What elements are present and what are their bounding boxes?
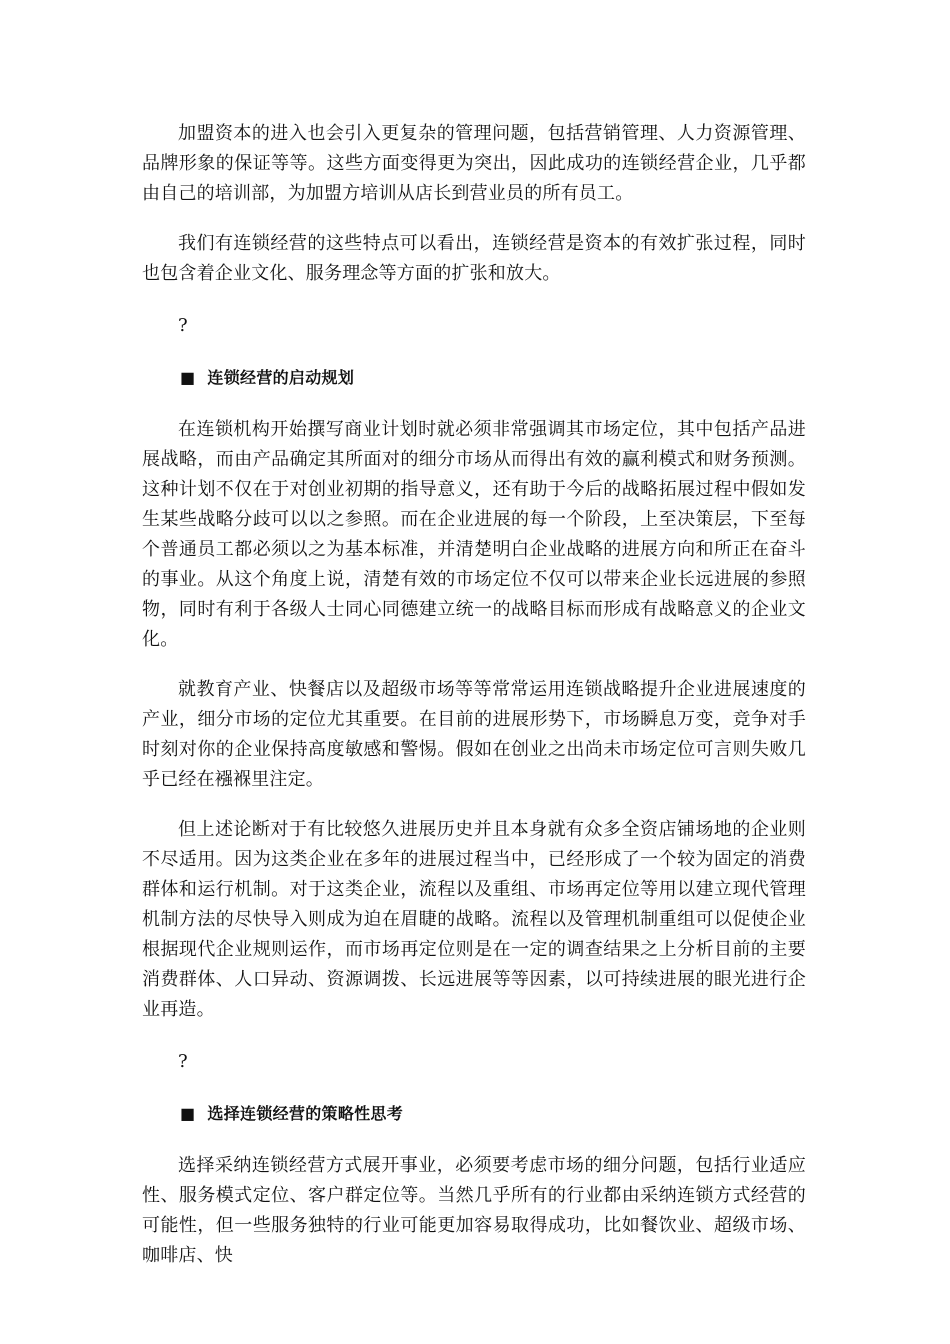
paragraph-franchise-capital: 加盟资本的进入也会引入更复杂的管理问题，包括营销管理、人力资源管理、品牌形象的保证等等。这些方面变得更为突出，因此成功的连锁经营企业，几乎都由自己的培训部，为加盟方培训从店长到营业员的所有员工。 <box>142 123 806 204</box>
section-title: 连锁经营的启动规划 <box>207 368 355 387</box>
placeholder-mark: ? <box>178 315 188 336</box>
paragraph-chain-selection: 选择采纳连锁经营方式展开事业，必须要考虑市场的细分问题，包括行业适应性、服务模式定位、客户群定位等。当然几乎所有的行业都由采纳连锁方式经营的可能性，但一些服务独特的行业可能更加容易取得成功，比如餐饮业、超级市场、咖啡店、快 <box>142 1155 806 1266</box>
document-body <box>142 119 806 1271</box>
section-heading-startup-planning <box>142 363 806 393</box>
paragraph-chain-characteristics: 我们有连锁经营的这些特点可以看出，连锁经营是资本的有效扩张过程，同时也包含着企业文化、服务理念等方面的扩张和放大。 <box>142 233 806 284</box>
square-bullet-icon: ■ <box>180 1104 196 1123</box>
paragraph-market-positioning: 在连锁机构开始撰写商业计划时就必须非常强调其市场定位，其中包括产品进展战略，而由产品确定其所面对的细分市场从而得出有效的赢利模式和财务预测。这种计划不仅在于对创业初期的指导意义，还有助于今后的战略拓展过程中假如发生某些战略分歧可以以之参照。而在企业进展的每一个阶段，上至决策层，下至每个普通员工都必须以之为基本标准，并清楚明白企业战略的进展方向和所正在奋斗的事业。从这个角度上说，清楚有效的市场定位不仅可以带来企业长远进展的参照物，同时有利于各级人士同心同德建立统一的战略目标而形成有战略意义的企业文化。 <box>142 419 806 650</box>
square-bullet-icon: ■ <box>180 368 196 387</box>
section-title: 选择连锁经营的策略性思考 <box>207 1104 404 1123</box>
section-heading-strategic-thinking <box>142 1099 806 1129</box>
paragraph-market-segmentation: 就教育产业、快餐店以及超级市场等等常常运用连锁战略提升企业进展速度的产业，细分市场的定位尤其重要。在目前的进展形势下，市场瞬息万变，竞争对手时刻对你的企业保持高度敏感和警惕。假如在创业之出尚未市场定位可言则失败几乎已经在襁褓里注定。 <box>142 679 806 790</box>
placeholder-mark: ? <box>178 1051 188 1072</box>
paragraph-established-enterprises: 但上述论断对于有比较悠久进展历史并且本身就有众多全资店铺场地的企业则不尽适用。因为这类企业在多年的进展过程当中，已经形成了一个较为固定的消费群体和运行机制。对于这类企业，流程以及重组、市场再定位等用以建立现代管理机制方法的尽快导入则成为迫在眉睫的战略。流程以及管理机制重组可以促使企业根据现代企业规则运作，而市场再定位则是在一定的调查结果之上分析目前的主要消费群体、人口异动、资源调拨、长远进展等等因素，以可持续进展的眼光进行企业再造。 <box>142 819 806 1020</box>
